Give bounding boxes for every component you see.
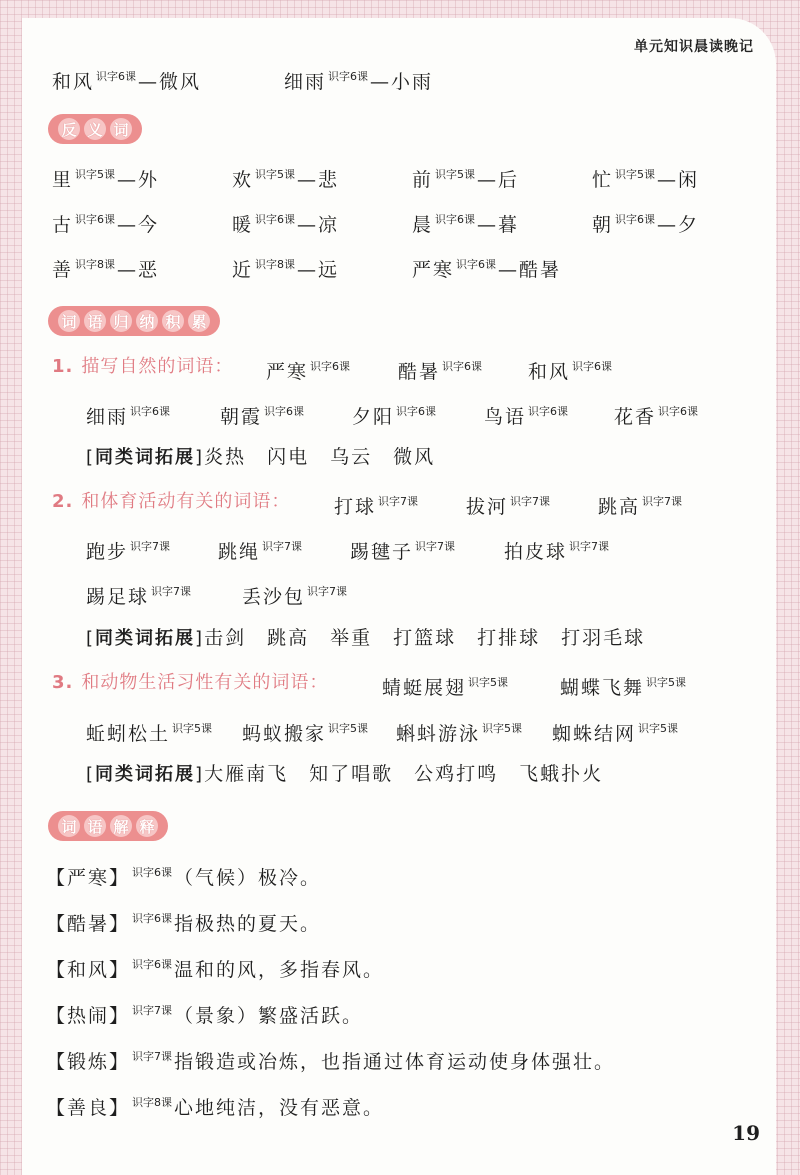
antonym-pair: 前 $^{识字5课}$ —后 (412, 168, 520, 191)
word: 严寒 $^{识字6课}$ (266, 360, 351, 383)
definition: 【酷暑】 $^{识字6课}$ 指极热的夏天。 (46, 912, 322, 935)
definition: 【和风】 $^{识字6课}$ 温和的风，多指春风。 (46, 958, 385, 981)
extension-label: [同类词拓展] (86, 764, 205, 785)
section-title-word-accumulation: 词 语 归 纳 积 累 (48, 306, 220, 336)
word: 酷暑 $^{识字6课}$ (398, 360, 483, 383)
extension-words: 炎热 闪电 乌云 微风 (204, 446, 436, 468)
word: 花香 $^{识字6课}$ (614, 405, 699, 428)
extension-words: 击剑 跳高 举重 打篮球 打排球 打羽毛球 (204, 627, 646, 649)
antonym-pair: 古 $^{识字6课}$ —今 (52, 213, 160, 236)
antonym-pair: 善 $^{识字8课}$ —恶 (52, 258, 160, 281)
definition: 【锻炼】 $^{识字7课}$ 指锻造或冶炼，也指通过体育运动使身体强壮。 (46, 1050, 616, 1073)
word: 打球 $^{识字7课}$ (334, 495, 419, 518)
antonym-pair: 晨 $^{识字6课}$ —暮 (412, 213, 520, 236)
word: 拍皮球 $^{识字7课}$ (504, 540, 610, 563)
word: 蚂蚁搬家 $^{识字5课}$ (242, 722, 369, 745)
word: 细雨 $^{识字6课}$ (86, 405, 171, 428)
running-header: 单元知识晨读晚记 (634, 39, 754, 55)
antonym-pair: 朝 $^{识字6课}$ —夕 (592, 213, 700, 236)
word: 蜻蜓展翅 $^{识字5课}$ (382, 676, 509, 699)
antonym-pair: 近 $^{识字8课}$ —远 (232, 258, 340, 281)
antonym-pair: 里 $^{识字5课}$ —外 (52, 168, 160, 191)
word-pair: 细雨 $^{识字6课}$ —小雨 (284, 70, 434, 93)
word: 蜘蛛结网 $^{识字5课}$ (552, 722, 679, 745)
word: 蝌蚪游泳 $^{识字5课}$ (396, 722, 523, 745)
antonym-pair: 严寒 $^{识字6课}$ —酷暑 (412, 258, 562, 281)
word: 跑步 $^{识字7课}$ (86, 540, 171, 563)
word: 踢足球 $^{识字7课}$ (86, 585, 192, 608)
section-title-antonyms: 反 义 词 (48, 114, 142, 144)
word: 鸟语 $^{识字6课}$ (484, 405, 569, 428)
word: 朝霞 $^{识字6课}$ (220, 405, 305, 428)
definition: 【热闹】 $^{识字7课}$ （景象）繁盛活跃。 (46, 1004, 364, 1027)
section-title-word-explanation: 词 语 解 释 (48, 811, 168, 841)
word: 踢毽子 $^{识字7课}$ (350, 540, 456, 563)
antonym-pair: 暖 $^{识字6课}$ —凉 (232, 213, 340, 236)
word: 夕阳 $^{识字6课}$ (352, 405, 437, 428)
definition: 【严寒】 $^{识字6课}$ （气候）极冷。 (46, 866, 322, 889)
group-1-title: 1. 描写自然的词语： (52, 356, 234, 377)
extension-words: 大雁南飞 知了唱歌 公鸡打鸣 飞蛾扑火 (204, 763, 604, 785)
word: 跳高 $^{识字7课}$ (598, 495, 683, 518)
word: 拔河 $^{识字7课}$ (466, 495, 551, 518)
word: 蚯蚓松土 $^{识字5课}$ (86, 722, 213, 745)
extension-label: [同类词拓展] (86, 447, 205, 468)
group-2-title: 2. 和体育活动有关的词语： (52, 491, 291, 512)
word: 跳绳 $^{识字7课}$ (218, 540, 303, 563)
definition: 【善良】 $^{识字8课}$ 心地纯洁，没有恶意。 (46, 1096, 385, 1119)
antonym-pair: 欢 $^{识字5课}$ —悲 (232, 168, 340, 191)
page-number: 19 (732, 1121, 760, 1145)
word-pair: 和风 $^{识字6课}$ —微风 (52, 70, 202, 93)
antonym-pair: 忙 $^{识字5课}$ —闲 (592, 168, 700, 191)
extension-label: [同类词拓展] (86, 628, 205, 649)
word: 蝴蝶飞舞 $^{识字5课}$ (560, 676, 687, 699)
word: 丢沙包 $^{识字7课}$ (242, 585, 348, 608)
word: 和风 $^{识字6课}$ (528, 360, 613, 383)
group-3-title: 3. 和动物生活习性有关的词语： (52, 672, 329, 693)
